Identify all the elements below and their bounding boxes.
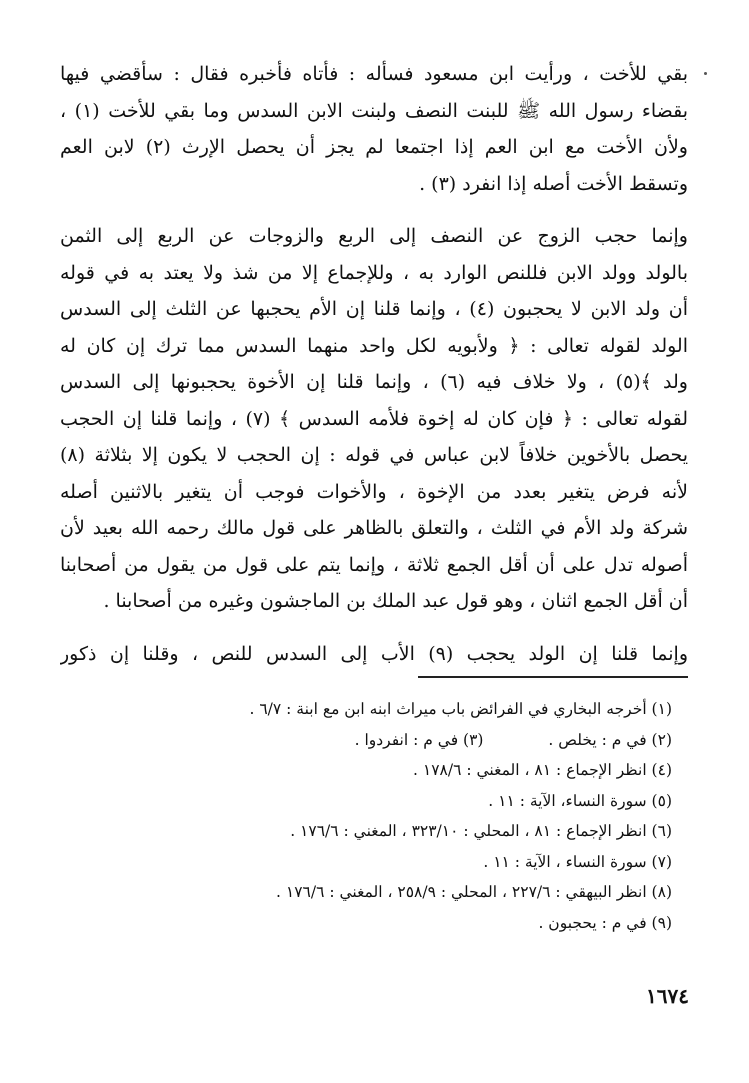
footnotes xyxy=(60,694,686,938)
footnote-7: (٧) سورة النساء ، الآية : ١١ . xyxy=(483,852,672,871)
footnote-5: (٥) سورة النساء، الآية : ١١ . xyxy=(488,791,672,810)
text-line: يحصل بالأخوين خلافاً لابن عباس في قوله : إن الحجب لا يكون إلا بثلاثة (٨) xyxy=(60,444,688,466)
paragraph-3 xyxy=(60,636,688,673)
footnote-8: (٨) انظر البيهقي : ٢٢٧/٦ ، المحلي : ٢٥٨/٩ ، المغني : ١٧٦/٦ . xyxy=(276,883,672,901)
text-line: وتسقط الأخت أصله إذا انفرد (٣) . xyxy=(419,172,688,195)
text-line: لأنه فرض يتغير بعدد من الإخوة ، والأخوات فوجب أن يتغير بالاثنين أصله xyxy=(60,480,688,503)
paragraph-gap xyxy=(60,620,688,636)
text-line: وإنما قلنا إن الولد يحجب (٩) الأب إلى السدس للنص ، وقلنا إن ذكور xyxy=(60,642,688,665)
text-line: أصوله تدل على أن أقل الجمع ثلاثة ، وإنما يتم على قول من يقول من أصحابنا xyxy=(60,553,688,576)
scan-speck xyxy=(704,72,707,75)
text-line: لقوله تعالى : ﴿ فإن كان له إخوة فلأمه السدس ﴾ (٧) ، وإنما قلنا إن الحجب xyxy=(60,407,688,430)
text-line: أن ولد الابن لا يحجبون (٤) ، وإنما قلنا إن الأم يحجبها عن الثلث إلى السدس xyxy=(60,298,688,320)
text-line: بالولد وولد الابن فللنص الوارد به ، وللإجماع إلا من شذ ولا يعتد به في قوله xyxy=(60,261,688,284)
footnote-6: (٦) انظر الإجماع : ٨١ ، المحلي : ٣٢٣/١٠ ، المغني : ١٧٦/٦ . xyxy=(290,822,672,840)
footnote-2: (٢) في م : يخلص . xyxy=(548,730,672,749)
text-line: وإنما حجب الزوج عن النصف إلى الربع والزوجات عن الربع إلى الثمن xyxy=(60,225,688,247)
text-line: بقضاء رسول الله ﷺ للبنت النصف ولبنت الابن السدس وما بقي للأخت (١) ، xyxy=(60,99,688,122)
footnote-1: (١) أخرجه البخاري في الفرائض باب ميراث ابنه ابن مع ابنة : ٦/٧ . xyxy=(249,700,672,718)
footnote-9: (٩) في م : يحجبون . xyxy=(538,913,672,932)
footnote-divider xyxy=(418,676,688,678)
text-line: بقي للأخت ، ورأيت ابن مسعود فسأله : فأتاه فأخبره فقال : سأقضي فيها xyxy=(60,63,688,85)
text-line: الولد لقوله تعالى : ﴿ ولأبويه لكل واحد منهما السدس مما ترك إن كان له xyxy=(60,334,688,357)
footnote-row-2-3 xyxy=(60,725,686,756)
page-number: ١٦٧٤ xyxy=(646,984,689,1008)
paragraph-1 xyxy=(60,56,688,202)
paragraph-2 xyxy=(60,218,688,620)
text-line: شركة ولد الأم في الثلث ، والتعلق بالظاهر على قول مالك رحمه الله بعيد لأن xyxy=(60,517,688,539)
paragraph-gap xyxy=(60,202,688,218)
footnote-3: (٣) في م : انفردوا . xyxy=(354,730,484,749)
footnote-4: (٤) انظر الإجماع : ٨١ ، المغني : ١٧٨/٦ . xyxy=(413,761,672,779)
text-line: ولأن الأخت مع ابن العم إذا اجتمعا لم يجز أن يحصل الإرث (٢) لابن العم xyxy=(60,136,688,158)
text-line: ولد ﴾(٥) ، ولا خلاف فيه (٦) ، وإنما قلنا إن الأخوة يحجبونها إلى السدس xyxy=(60,371,688,393)
main-text xyxy=(60,56,688,672)
text-line: أن أقل الجمع اثنان ، وهو قول عبد الملك بن الماجشون وغيره من أصحابنا . xyxy=(103,590,688,612)
